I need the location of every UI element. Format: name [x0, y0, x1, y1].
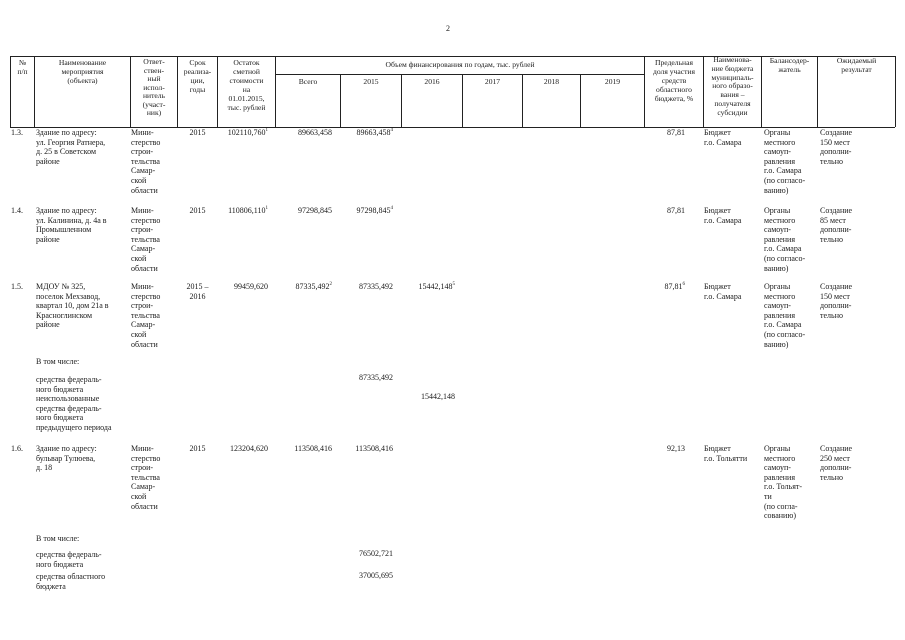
cell-result: Создание 150 мест дополни- тельно: [820, 128, 853, 166]
sub-unused-1-5: неиспользованные средства федераль- ного бюджета предыдущего периода: [36, 394, 112, 432]
cell-executor: Мини- стерство строи- тельства Самар- ской области: [131, 128, 161, 195]
header-term: Срок реализа- ции, годы: [183, 58, 212, 94]
cell-num: 1.3.: [11, 128, 23, 137]
header-2019: 2019: [604, 77, 621, 86]
cell-year-2016: 15442,148$^5$: [418, 282, 455, 291]
cell-total: 113508,416: [294, 444, 332, 453]
cell-num: 1.4.: [11, 206, 23, 215]
cell-share: 92,13: [667, 444, 685, 453]
footnote-mark: 6: [682, 282, 685, 287]
cell-holder: Органы местного самоуп- равления г.о. Самара (по согласо- ванию): [764, 282, 806, 349]
cell-balance: 123204,620: [230, 444, 268, 453]
sub-federal-1-5: средства федераль- ного бюджета: [36, 375, 102, 394]
cell-share: 87,81: [667, 128, 685, 137]
sub-regional-1-6-2015: 37005,695: [359, 571, 393, 580]
header-balance: Остаток сметной стоимости на 01.01.2015, тыс. рублей: [227, 58, 266, 112]
footnote-mark: 4: [390, 128, 393, 133]
cell-total: 97298,845: [298, 206, 332, 215]
cell-budget: Бюджет г.о. Самара: [704, 128, 742, 147]
cell-total: 87335,492$^2$: [295, 282, 332, 291]
cell-term: 2015: [189, 444, 206, 453]
cell-balance: 102110,760$^1$: [227, 128, 268, 137]
cell-num: 1.6.: [11, 444, 23, 453]
funding-header-divider: [275, 74, 644, 75]
cell-balance: 99459,620: [234, 282, 268, 291]
header-holder: Балансодер- жатель: [769, 56, 810, 74]
cell-result: Создание 250 мест дополни- тельно: [820, 444, 853, 482]
cell-num: 1.5.: [11, 282, 23, 291]
cell-budget: Бюджет г.о. Самара: [704, 206, 742, 225]
header-funding-group: Объем финансирования по годам, тыс. рублей: [385, 60, 535, 69]
cell-result: Создание 85 мест дополни- тельно: [820, 206, 853, 244]
cell-name: Здание по адресу: бульвар Тулюева, д. 18: [36, 444, 97, 473]
cell-term: 2015 – 2016: [186, 282, 209, 301]
cell-year-2015: 97298,845$^4$: [356, 206, 393, 215]
cell-total: 89663,458: [298, 128, 332, 137]
cell-executor: Мини- стерство строи- тельства Самар- ской области: [131, 444, 161, 511]
cell-name: Здание по адресу: ул. Георгия Ратнера, д. 25 в Советском районе: [36, 128, 106, 166]
header-total: Всего: [298, 77, 318, 86]
cell-budget: Бюджет г.о. Тольятти: [704, 444, 748, 463]
cell-year-2015: 87335,492: [359, 282, 393, 291]
cell-executor: Мини- стерство строи- тельства Самар- ской области: [131, 282, 161, 349]
header-2017: 2017: [484, 77, 501, 86]
cell-year-2015: 89663,458$^4$: [356, 128, 393, 137]
page-number: 2: [446, 24, 450, 33]
cell-share: 87,81: [667, 206, 685, 215]
cell-term: 2015: [189, 128, 206, 137]
cell-name: Здание по адресу: ул. Калинина, д. 4а в Промышленном районе: [36, 206, 107, 244]
sub-federal-1-6: средства федераль- ного бюджета: [36, 550, 102, 569]
sub-federal-1-6-2015: 76502,721: [359, 549, 393, 558]
header-executor: Ответ- ствен- ный испол- нитель (участ- ник): [142, 57, 166, 117]
header-name: Наименование мероприятия (объекта): [58, 58, 107, 85]
sub-label-1-5: В том числе:: [36, 357, 80, 366]
col-divider: [895, 56, 896, 127]
header-result: Ожидаемый результат: [836, 56, 877, 74]
header-share: Предельная доля участия средств областного бюджета, %: [653, 58, 695, 103]
sub-label-1-6: В том числе:: [36, 534, 80, 543]
header-2015: 2015: [363, 77, 379, 86]
cell-executor: Мини- стерство строи- тельства Самар- ской области: [131, 206, 161, 273]
sub-unused-1-5-2016: 15442,148: [421, 392, 455, 401]
cell-year-2015: 113508,416: [355, 444, 393, 453]
cell-term: 2015: [189, 206, 206, 215]
cell-holder: Органы местного самоуп- равления г.о. Тольят- ти (по согла- сованию): [764, 444, 803, 521]
header-budget-name: Наименова- ние бюджета муниципаль- ного образо- вания – получателя субсидии: [711, 55, 754, 117]
footnote-mark: 1: [265, 206, 268, 211]
cell-name: МДОУ № 325, поселок Мехзавод, квартал 10, дом 21а в Красноглинском районе: [36, 282, 109, 330]
cell-budget: Бюджет г.о. Самара: [704, 282, 742, 301]
footnote-mark: 5: [452, 282, 455, 287]
cell-result: Создание 150 мест дополни- тельно: [820, 282, 853, 320]
sub-regional-1-6: средства областного бюджета: [36, 572, 106, 591]
sub-federal-1-5-2015: 87335,492: [359, 373, 393, 382]
footnote-mark: 1: [265, 128, 268, 133]
cell-holder: Органы местного самоуп- равления г.о. Самара (по согласо- ванию): [764, 206, 806, 273]
footnote-mark: 4: [390, 206, 393, 211]
header-2016: 2016: [424, 77, 440, 86]
header-2018: 2018: [543, 77, 560, 86]
cell-share: 87,81$^6$: [664, 282, 685, 291]
cell-balance: 110806,110$^1$: [228, 206, 268, 215]
cell-holder: Органы местного самоуп- равления г.о. Самара (по согласо- ванию): [764, 128, 806, 195]
footnote-mark: 2: [329, 282, 332, 287]
header-num: № п/п: [17, 58, 28, 76]
